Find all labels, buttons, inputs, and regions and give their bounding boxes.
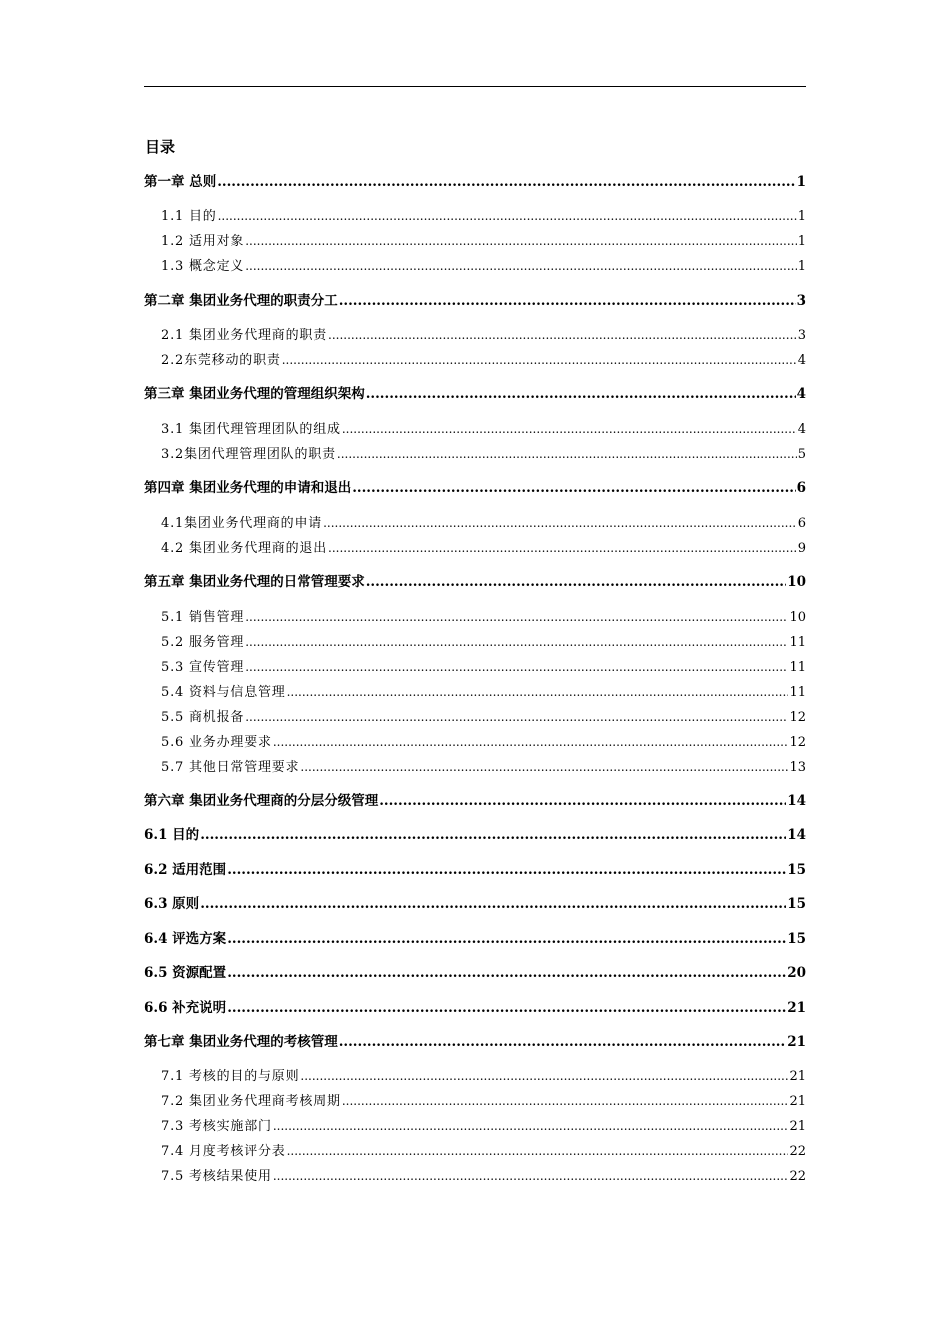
toc-entry-label: 6.5 资源配置 xyxy=(144,965,227,981)
dot-leader xyxy=(227,928,786,950)
toc-entry-chapter-7[interactable] xyxy=(144,1031,806,1053)
toc-entry-6-6[interactable] xyxy=(144,997,806,1019)
toc-entry-page: 9 xyxy=(797,541,806,556)
dot-leader xyxy=(245,606,788,628)
toc-entry-label: 2.1 集团业务代理商的职责 xyxy=(161,328,328,343)
toc-entry-page: 13 xyxy=(789,760,806,775)
toc-entry-label: 3.2集团代理管理团队的职责 xyxy=(161,447,336,462)
toc-entry-page: 21 xyxy=(787,1000,806,1016)
toc-entry-label: 第七章 集团业务代理的考核管理 xyxy=(144,1034,338,1050)
toc-entry-page: 1 xyxy=(797,234,806,249)
toc-entry-6-2[interactable] xyxy=(144,859,806,881)
toc-entry-5-7[interactable] xyxy=(144,756,806,778)
dot-leader xyxy=(287,681,789,703)
dot-leader xyxy=(273,1165,789,1187)
toc-entry-label: 5.5 商机报备 xyxy=(161,710,245,725)
toc-entry-label: 1.2 适用对象 xyxy=(161,234,245,249)
toc-entry-label: 5.7 其他日常管理要求 xyxy=(161,760,300,775)
toc-entry-3-2[interactable] xyxy=(144,443,806,465)
toc-entry-label: 第二章 集团业务代理的职责分工 xyxy=(144,293,338,309)
toc-entry-chapter-5[interactable] xyxy=(144,571,806,593)
toc-entry-7-3[interactable] xyxy=(144,1115,806,1137)
toc-entry-page: 4 xyxy=(797,353,806,368)
toc-entry-label: 第四章 集团业务代理的申请和退出 xyxy=(144,480,352,496)
toc-entry-6-1[interactable] xyxy=(144,824,806,846)
toc-entry-chapter-2[interactable] xyxy=(144,290,806,312)
dot-leader xyxy=(218,205,797,227)
toc-entry-page: 4 xyxy=(796,386,806,402)
toc-entry-label: 7.1 考核的目的与原则 xyxy=(161,1069,300,1084)
dot-leader xyxy=(200,824,786,846)
toc-entry-label: 5.6 业务办理要求 xyxy=(161,735,272,750)
toc-entry-page: 22 xyxy=(789,1144,806,1159)
toc-title: 目录 xyxy=(145,138,176,156)
toc-entry-page: 15 xyxy=(787,896,806,912)
toc-entry-page: 15 xyxy=(787,862,806,878)
toc-entry-chapter-3[interactable] xyxy=(144,383,806,405)
toc-entry-page: 20 xyxy=(787,965,806,981)
dot-leader xyxy=(366,383,796,405)
dot-leader xyxy=(328,324,797,346)
dot-leader xyxy=(379,790,786,812)
toc-entry-page: 6 xyxy=(797,516,806,531)
dot-leader xyxy=(300,1065,788,1087)
toc-entry-label: 第六章 集团业务代理商的分层分级管理 xyxy=(144,793,379,809)
toc-entry-label: 3.1 集团代理管理团队的组成 xyxy=(161,422,341,437)
toc-entry-page: 11 xyxy=(789,635,806,650)
toc-entry-page: 3 xyxy=(797,328,806,343)
dot-leader xyxy=(245,656,788,678)
toc-entry-label: 6.6 补充说明 xyxy=(144,1000,227,1016)
dot-leader xyxy=(300,756,788,778)
toc-entry-page: 15 xyxy=(787,931,806,947)
toc-entry-page: 10 xyxy=(789,610,806,625)
toc-entry-5-1[interactable] xyxy=(144,606,806,628)
toc-entry-label: 7.2 集团业务代理商考核周期 xyxy=(161,1094,341,1109)
toc-entry-label: 6.3 原则 xyxy=(144,896,200,912)
toc-entry-chapter-4[interactable] xyxy=(144,477,806,499)
toc-entry-5-3[interactable] xyxy=(144,656,806,678)
toc-entry-page: 22 xyxy=(789,1169,806,1184)
dot-leader xyxy=(342,418,797,440)
dot-leader xyxy=(337,443,797,465)
toc-entry-5-4[interactable] xyxy=(144,681,806,703)
dot-leader xyxy=(227,962,786,984)
toc-entry-label: 第一章 总则 xyxy=(144,174,217,190)
dot-leader xyxy=(339,290,796,312)
toc-entry-label: 4.2 集团业务代理商的退出 xyxy=(161,541,328,556)
dot-leader xyxy=(245,706,788,728)
toc-entry-label: 5.2 服务管理 xyxy=(161,635,245,650)
toc-entry-label: 7.3 考核实施部门 xyxy=(161,1119,272,1134)
dot-leader xyxy=(273,731,789,753)
toc-entry-6-3[interactable] xyxy=(144,893,806,915)
toc-entry-label: 第三章 集团业务代理的管理组织架构 xyxy=(144,386,365,402)
toc-entry-6-4[interactable] xyxy=(144,928,806,950)
dot-leader xyxy=(273,1115,789,1137)
toc-entry-1-1[interactable] xyxy=(144,205,806,227)
dot-leader xyxy=(328,537,797,559)
toc-entry-label: 1.1 目的 xyxy=(161,209,217,224)
toc-entry-2-1[interactable] xyxy=(144,324,806,346)
toc-entry-page: 5 xyxy=(797,447,806,462)
toc-entry-label: 第五章 集团业务代理的日常管理要求 xyxy=(144,574,365,590)
dot-leader xyxy=(282,349,797,371)
toc-entry-5-5[interactable] xyxy=(144,706,806,728)
toc-entry-page: 21 xyxy=(789,1094,806,1109)
toc-entry-label: 2.2东莞移动的职责 xyxy=(161,353,281,368)
dot-leader xyxy=(245,230,797,252)
toc-entry-label: 6.2 适用范围 xyxy=(144,862,227,878)
toc-entry-label: 5.4 资料与信息管理 xyxy=(161,685,286,700)
dot-leader xyxy=(245,255,797,277)
toc-entry-1-2[interactable] xyxy=(144,230,806,252)
toc-entry-4-2[interactable] xyxy=(144,537,806,559)
dot-leader xyxy=(339,1031,787,1053)
dot-leader xyxy=(200,893,786,915)
toc-entry-7-5[interactable] xyxy=(144,1165,806,1187)
dot-leader xyxy=(342,1090,789,1112)
toc-entry-label: 5.3 宣传管理 xyxy=(161,660,245,675)
toc-entry-page: 1 xyxy=(797,209,806,224)
toc-entry-chapter-6[interactable] xyxy=(144,790,806,812)
dot-leader xyxy=(227,859,786,881)
toc-entry-page: 14 xyxy=(787,793,806,809)
toc-entry-7-1[interactable] xyxy=(144,1065,806,1087)
toc-entry-1-3[interactable] xyxy=(144,255,806,277)
toc-entry-5-2[interactable] xyxy=(144,631,806,653)
toc-entry-page: 11 xyxy=(789,660,806,675)
toc-entry-label: 7.5 考核结果使用 xyxy=(161,1169,272,1184)
header-rule xyxy=(144,86,806,87)
dot-leader xyxy=(287,1140,789,1162)
toc-entry-label: 5.1 销售管理 xyxy=(161,610,245,625)
dot-leader xyxy=(323,512,797,534)
toc-entry-page: 6 xyxy=(796,480,806,496)
toc-entry-page: 1 xyxy=(796,174,806,190)
toc-entry-label: 6.4 评选方案 xyxy=(144,931,227,947)
toc-entry-page: 4 xyxy=(797,422,806,437)
toc-entry-7-4[interactable] xyxy=(144,1140,806,1162)
toc-entry-label: 1.3 概念定义 xyxy=(161,259,245,274)
toc-entry-page: 10 xyxy=(787,574,806,590)
toc-entry-3-1[interactable] xyxy=(144,418,806,440)
toc-entry-6-5[interactable] xyxy=(144,962,806,984)
dot-leader xyxy=(217,171,795,193)
toc-entry-7-2[interactable] xyxy=(144,1090,806,1112)
toc-entry-page: 14 xyxy=(787,827,806,843)
toc-entry-label: 6.1 目的 xyxy=(144,827,200,843)
dot-leader xyxy=(366,571,787,593)
dot-leader xyxy=(227,997,786,1019)
toc-entry-label: 4.1集团业务代理商的申请 xyxy=(161,516,323,531)
toc-entry-page: 3 xyxy=(796,293,806,309)
toc-entry-page: 21 xyxy=(789,1069,806,1084)
toc-entry-page: 12 xyxy=(789,710,806,725)
toc-entry-page: 12 xyxy=(789,735,806,750)
toc-entry-page: 1 xyxy=(797,259,806,274)
toc-entry-2-2[interactable] xyxy=(144,349,806,371)
toc-entry-5-6[interactable] xyxy=(144,731,806,753)
dot-leader xyxy=(352,477,795,499)
toc-entry-label: 7.4 月度考核评分表 xyxy=(161,1144,286,1159)
toc-entry-page: 21 xyxy=(787,1034,806,1050)
toc-entry-4-1[interactable] xyxy=(144,512,806,534)
toc-entry-chapter-1[interactable] xyxy=(144,171,806,193)
toc-entry-page: 21 xyxy=(789,1119,806,1134)
toc-entry-page: 11 xyxy=(789,685,806,700)
dot-leader xyxy=(245,631,788,653)
